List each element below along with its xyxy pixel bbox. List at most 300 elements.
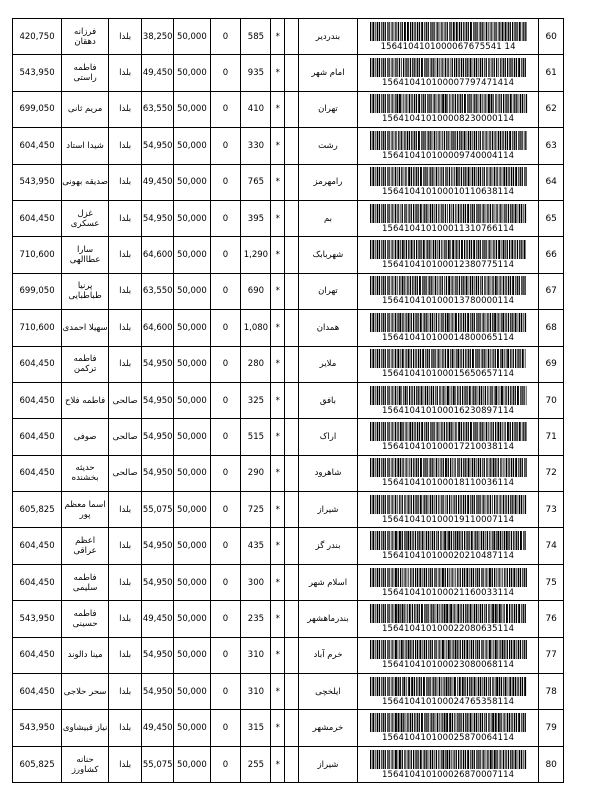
extra-cell: 49,450 [142, 164, 174, 200]
total-cell: 543,950 [13, 601, 62, 637]
row-index-cell: 60 [539, 19, 564, 55]
recipient-name-cell: فرزانه دهقان [62, 19, 109, 55]
barcode-graphic [368, 495, 528, 514]
barcode-graphic [368, 58, 528, 77]
zero-cell: 0 [210, 237, 241, 273]
shipment-sheet [12, 18, 564, 783]
row-index-cell: 69 [539, 346, 564, 382]
zero-cell: 0 [210, 637, 241, 673]
extra-cell: 49,450 [142, 601, 174, 637]
empty-cell [285, 237, 299, 273]
tracking-code: 156410410100015650657114 [381, 369, 515, 380]
row-index-cell: 71 [539, 419, 564, 455]
mark-cell: * [271, 164, 285, 200]
recipient-name-cell: فاطمه راستی [62, 55, 109, 91]
city-cell: اسلام شهر [299, 564, 358, 600]
barcode-graphic [368, 386, 528, 405]
type-cell: بلدا [109, 674, 142, 710]
extra-cell: 55,075 [142, 746, 174, 782]
mark-cell: * [271, 564, 285, 600]
tracking-code: 156410410100017210038114 [381, 441, 515, 452]
total-cell: 604,450 [13, 564, 62, 600]
base-cell: 50,000 [174, 637, 210, 673]
base-cell: 50,000 [174, 346, 210, 382]
type-cell: بلدا [109, 601, 142, 637]
recipient-name-cell: مریم ثانی [62, 91, 109, 127]
tracking-code: 156410410100023080068114 [381, 660, 515, 671]
city-cell: خرمشهر [299, 710, 358, 746]
row-index-cell: 75 [539, 564, 564, 600]
total-cell: 699,050 [13, 273, 62, 309]
empty-cell [285, 746, 299, 782]
base-cell: 50,000 [174, 310, 210, 346]
table-row [13, 528, 564, 564]
recipient-name-cell: مینا دالوند [62, 637, 109, 673]
weight-cell: 395 [241, 200, 271, 236]
table-row [13, 310, 564, 346]
total-cell: 604,450 [13, 346, 62, 382]
city-cell: بم [299, 200, 358, 236]
empty-cell [285, 273, 299, 309]
city-cell: بندردیر [299, 19, 358, 55]
barcode-graphic [368, 604, 528, 623]
zero-cell: 0 [210, 746, 241, 782]
total-cell: 710,600 [13, 310, 62, 346]
type-cell: بلدا [109, 528, 142, 564]
weight-cell: 410 [241, 91, 271, 127]
barcode-cell [357, 128, 539, 164]
extra-cell: 49,450 [142, 55, 174, 91]
empty-cell [285, 310, 299, 346]
base-cell: 50,000 [174, 273, 210, 309]
extra-cell: 64,600 [142, 237, 174, 273]
type-cell: بلدا [109, 128, 142, 164]
zero-cell: 0 [210, 164, 241, 200]
total-cell: 420,750 [13, 19, 62, 55]
base-cell: 50,000 [174, 164, 210, 200]
table-row [13, 492, 564, 528]
mark-cell: * [271, 91, 285, 127]
barcode-graphic [368, 94, 528, 113]
row-index-cell: 80 [539, 746, 564, 782]
recipient-name-cell: سحر حلاجی [62, 674, 109, 710]
zero-cell: 0 [210, 310, 241, 346]
recipient-name-cell: غزل عسکری [62, 200, 109, 236]
table-row [13, 601, 564, 637]
row-index-cell: 65 [539, 200, 564, 236]
weight-cell: 255 [241, 746, 271, 782]
recipient-name-cell: سهیلا احمدی [62, 310, 109, 346]
total-cell: 543,950 [13, 710, 62, 746]
extra-cell: 54,950 [142, 674, 174, 710]
total-cell: 699,050 [13, 91, 62, 127]
empty-cell [285, 164, 299, 200]
type-cell: بلدا [109, 164, 142, 200]
zero-cell: 0 [210, 200, 241, 236]
empty-cell [285, 528, 299, 564]
mark-cell: * [271, 746, 285, 782]
row-index-cell: 78 [539, 674, 564, 710]
row-index-cell: 64 [539, 164, 564, 200]
empty-cell [285, 564, 299, 600]
base-cell: 50,000 [174, 55, 210, 91]
barcode-graphic [368, 240, 528, 259]
total-cell: 605,825 [13, 492, 62, 528]
weight-cell: 1,290 [241, 237, 271, 273]
mark-cell: * [271, 601, 285, 637]
extra-cell: 54,950 [142, 346, 174, 382]
total-cell: 604,450 [13, 128, 62, 164]
empty-cell [285, 382, 299, 418]
empty-cell [285, 455, 299, 491]
weight-cell: 690 [241, 273, 271, 309]
mark-cell: * [271, 674, 285, 710]
total-cell: 543,950 [13, 164, 62, 200]
recipient-name-cell: فاطمه حسینی [62, 601, 109, 637]
weight-cell: 290 [241, 455, 271, 491]
tracking-code: 156410410100011310766114 [381, 223, 515, 234]
zero-cell: 0 [210, 455, 241, 491]
city-cell: شیراز [299, 492, 358, 528]
barcode-cell [357, 19, 539, 55]
type-cell: بلدا [109, 91, 142, 127]
zero-cell: 0 [210, 492, 241, 528]
city-cell: تهران [299, 273, 358, 309]
zero-cell: 0 [210, 273, 241, 309]
recipient-name-cell: اعظم عراقی [62, 528, 109, 564]
row-index-cell: 72 [539, 455, 564, 491]
city-cell: تهران [299, 91, 358, 127]
total-cell: 604,450 [13, 674, 62, 710]
barcode-graphic [368, 276, 528, 295]
base-cell: 50,000 [174, 746, 210, 782]
row-index-cell: 79 [539, 710, 564, 746]
row-index-cell: 62 [539, 91, 564, 127]
weight-cell: 235 [241, 601, 271, 637]
city-cell: اراک [299, 419, 358, 455]
base-cell: 50,000 [174, 382, 210, 418]
type-cell: بلدا [109, 55, 142, 91]
barcode-graphic [368, 167, 528, 186]
tracking-code: 156410410100018110036114 [381, 478, 515, 489]
table-row [13, 91, 564, 127]
mark-cell: * [271, 346, 285, 382]
type-cell: صالحی [109, 455, 142, 491]
extra-cell: 55,075 [142, 492, 174, 528]
zero-cell: 0 [210, 346, 241, 382]
tracking-code: 156410410100025870064114 [381, 733, 515, 744]
table-row [13, 237, 564, 273]
mark-cell: * [271, 382, 285, 418]
city-cell: شاهرود [299, 455, 358, 491]
base-cell: 50,000 [174, 492, 210, 528]
tracking-code: 156410410100020210487114 [381, 551, 515, 562]
extra-cell: 63,550 [142, 273, 174, 309]
weight-cell: 585 [241, 19, 271, 55]
table-row [13, 164, 564, 200]
recipient-name-cell: سارا عطاالهی [62, 237, 109, 273]
extra-cell: 54,950 [142, 455, 174, 491]
type-cell: صالحی [109, 382, 142, 418]
city-cell: ایلخچی [299, 674, 358, 710]
base-cell: 50,000 [174, 674, 210, 710]
weight-cell: 310 [241, 674, 271, 710]
table-row [13, 19, 564, 55]
weight-cell: 1,080 [241, 310, 271, 346]
barcode-graphic [368, 22, 528, 41]
barcode-graphic [368, 349, 528, 368]
mark-cell: * [271, 128, 285, 164]
tracking-code: 156410410100009740004114 [381, 150, 515, 161]
tracking-code: 156410410100021160033114 [381, 587, 515, 598]
total-cell: 710,600 [13, 237, 62, 273]
barcode-cell [357, 346, 539, 382]
table-row [13, 637, 564, 673]
recipient-name-cell: نیاز قبیشاوی [62, 710, 109, 746]
barcode-cell [357, 200, 539, 236]
weight-cell: 280 [241, 346, 271, 382]
total-cell: 604,450 [13, 637, 62, 673]
type-cell: بلدا [109, 346, 142, 382]
barcode-cell [357, 55, 539, 91]
table-row [13, 455, 564, 491]
barcode-graphic [368, 677, 528, 696]
barcode-graphic [368, 750, 528, 769]
total-cell: 604,450 [13, 419, 62, 455]
empty-cell [285, 601, 299, 637]
mark-cell: * [271, 528, 285, 564]
recipient-name-cell: پرنیا طباطبایی [62, 273, 109, 309]
tracking-code: 156410410100014800065114 [381, 332, 515, 343]
weight-cell: 325 [241, 382, 271, 418]
tracking-code: 156410410100013780000114 [381, 296, 515, 307]
barcode-cell [357, 164, 539, 200]
extra-cell: 54,950 [142, 200, 174, 236]
barcode-cell [357, 528, 539, 564]
city-cell: شیراز [299, 746, 358, 782]
weight-cell: 330 [241, 128, 271, 164]
shipment-table [12, 18, 564, 783]
barcode-cell [357, 601, 539, 637]
extra-cell: 54,950 [142, 382, 174, 418]
empty-cell [285, 710, 299, 746]
barcode-cell [357, 91, 539, 127]
extra-cell: 54,950 [142, 128, 174, 164]
empty-cell [285, 346, 299, 382]
row-index-cell: 77 [539, 637, 564, 673]
zero-cell: 0 [210, 601, 241, 637]
barcode-cell [357, 237, 539, 273]
barcode-cell [357, 637, 539, 673]
city-cell: بندر گز [299, 528, 358, 564]
extra-cell: 38,250 [142, 19, 174, 55]
table-row [13, 55, 564, 91]
type-cell: بلدا [109, 19, 142, 55]
mark-cell: * [271, 55, 285, 91]
barcode-cell [357, 564, 539, 600]
row-index-cell: 76 [539, 601, 564, 637]
zero-cell: 0 [210, 91, 241, 127]
extra-cell: 64,600 [142, 310, 174, 346]
row-index-cell: 63 [539, 128, 564, 164]
extra-cell: 49,450 [142, 710, 174, 746]
weight-cell: 935 [241, 55, 271, 91]
zero-cell: 0 [210, 419, 241, 455]
recipient-name-cell: صوفی [62, 419, 109, 455]
weight-cell: 310 [241, 637, 271, 673]
weight-cell: 725 [241, 492, 271, 528]
total-cell: 605,825 [13, 746, 62, 782]
tracking-code: 156410410100019110007114 [381, 514, 515, 525]
recipient-name-cell: اسما معظم پور [62, 492, 109, 528]
recipient-name-cell: حنانه کشاورز [62, 746, 109, 782]
base-cell: 50,000 [174, 601, 210, 637]
weight-cell: 765 [241, 164, 271, 200]
extra-cell: 63,550 [142, 91, 174, 127]
city-cell: شهربابک [299, 237, 358, 273]
tracking-code: 156410410100016230897114 [381, 405, 515, 416]
mark-cell: * [271, 237, 285, 273]
barcode-cell [357, 382, 539, 418]
tracking-code: 156410410100007797471414 [381, 78, 515, 89]
type-cell: بلدا [109, 564, 142, 600]
recipient-name-cell: فاطمه سلیمی [62, 564, 109, 600]
zero-cell: 0 [210, 382, 241, 418]
tracking-code: 156410410100012380775114 [381, 260, 515, 271]
extra-cell: 54,950 [142, 419, 174, 455]
table-row [13, 346, 564, 382]
empty-cell [285, 674, 299, 710]
table-row [13, 200, 564, 236]
barcode-cell [357, 273, 539, 309]
weight-cell: 300 [241, 564, 271, 600]
weight-cell: 515 [241, 419, 271, 455]
barcode-cell [357, 674, 539, 710]
type-cell: بلدا [109, 492, 142, 528]
base-cell: 50,000 [174, 564, 210, 600]
base-cell: 50,000 [174, 128, 210, 164]
base-cell: 50,000 [174, 200, 210, 236]
recipient-name-cell: فاطمه فلاح [62, 382, 109, 418]
barcode-graphic [368, 531, 528, 550]
recipient-name-cell: حدیثه بخشنده [62, 455, 109, 491]
table-row [13, 710, 564, 746]
row-index-cell: 68 [539, 310, 564, 346]
city-cell: ملایر [299, 346, 358, 382]
weight-cell: 315 [241, 710, 271, 746]
barcode-cell [357, 419, 539, 455]
recipient-name-cell: صدیقه بهونی [62, 164, 109, 200]
empty-cell [285, 19, 299, 55]
type-cell: صالحی [109, 419, 142, 455]
empty-cell [285, 637, 299, 673]
barcode-graphic [368, 458, 528, 477]
barcode-cell [357, 746, 539, 782]
tracking-code: 1564104101000067675541 14 [380, 41, 516, 52]
mark-cell: * [271, 19, 285, 55]
table-row [13, 382, 564, 418]
weight-cell: 435 [241, 528, 271, 564]
mark-cell: * [271, 492, 285, 528]
zero-cell: 0 [210, 528, 241, 564]
row-index-cell: 73 [539, 492, 564, 528]
barcode-graphic [368, 313, 528, 332]
type-cell: بلدا [109, 237, 142, 273]
barcode-graphic [368, 422, 528, 441]
city-cell: رشت [299, 128, 358, 164]
recipient-name-cell: شیدا استاد [62, 128, 109, 164]
base-cell: 50,000 [174, 91, 210, 127]
barcode-cell [357, 492, 539, 528]
zero-cell: 0 [210, 564, 241, 600]
table-row [13, 564, 564, 600]
table-row [13, 746, 564, 782]
tracking-code: 156410410100010110638114 [381, 187, 515, 198]
table-row [13, 419, 564, 455]
zero-cell: 0 [210, 19, 241, 55]
total-cell: 543,950 [13, 55, 62, 91]
base-cell: 50,000 [174, 19, 210, 55]
empty-cell [285, 91, 299, 127]
barcode-graphic [368, 568, 528, 587]
row-index-cell: 61 [539, 55, 564, 91]
total-cell: 604,450 [13, 455, 62, 491]
base-cell: 50,000 [174, 528, 210, 564]
tracking-code: 156410410100022080635114 [381, 623, 515, 634]
zero-cell: 0 [210, 710, 241, 746]
empty-cell [285, 419, 299, 455]
type-cell: بلدا [109, 637, 142, 673]
barcode-graphic [368, 713, 528, 732]
recipient-name-cell: فاطمه ترکمن [62, 346, 109, 382]
type-cell: بلدا [109, 273, 142, 309]
mark-cell: * [271, 455, 285, 491]
barcode-cell [357, 310, 539, 346]
empty-cell [285, 200, 299, 236]
mark-cell: * [271, 637, 285, 673]
empty-cell [285, 55, 299, 91]
base-cell: 50,000 [174, 419, 210, 455]
empty-cell [285, 128, 299, 164]
zero-cell: 0 [210, 128, 241, 164]
barcode-graphic [368, 640, 528, 659]
city-cell: همدان [299, 310, 358, 346]
barcode-graphic [368, 204, 528, 223]
mark-cell: * [271, 710, 285, 746]
empty-cell [285, 492, 299, 528]
base-cell: 50,000 [174, 710, 210, 746]
city-cell: رامهرمز [299, 164, 358, 200]
row-index-cell: 67 [539, 273, 564, 309]
total-cell: 604,450 [13, 528, 62, 564]
zero-cell: 0 [210, 55, 241, 91]
extra-cell: 54,950 [142, 564, 174, 600]
mark-cell: * [271, 419, 285, 455]
barcode-graphic [368, 131, 528, 150]
mark-cell: * [271, 200, 285, 236]
mark-cell: * [271, 273, 285, 309]
table-row [13, 128, 564, 164]
tracking-code: 156410410100024765358114 [381, 696, 515, 707]
mark-cell: * [271, 310, 285, 346]
base-cell: 50,000 [174, 237, 210, 273]
total-cell: 604,450 [13, 200, 62, 236]
extra-cell: 54,950 [142, 637, 174, 673]
row-index-cell: 70 [539, 382, 564, 418]
tracking-code: 156410410100008230000114 [381, 114, 515, 125]
city-cell: خرم آباد [299, 637, 358, 673]
type-cell: بلدا [109, 310, 142, 346]
